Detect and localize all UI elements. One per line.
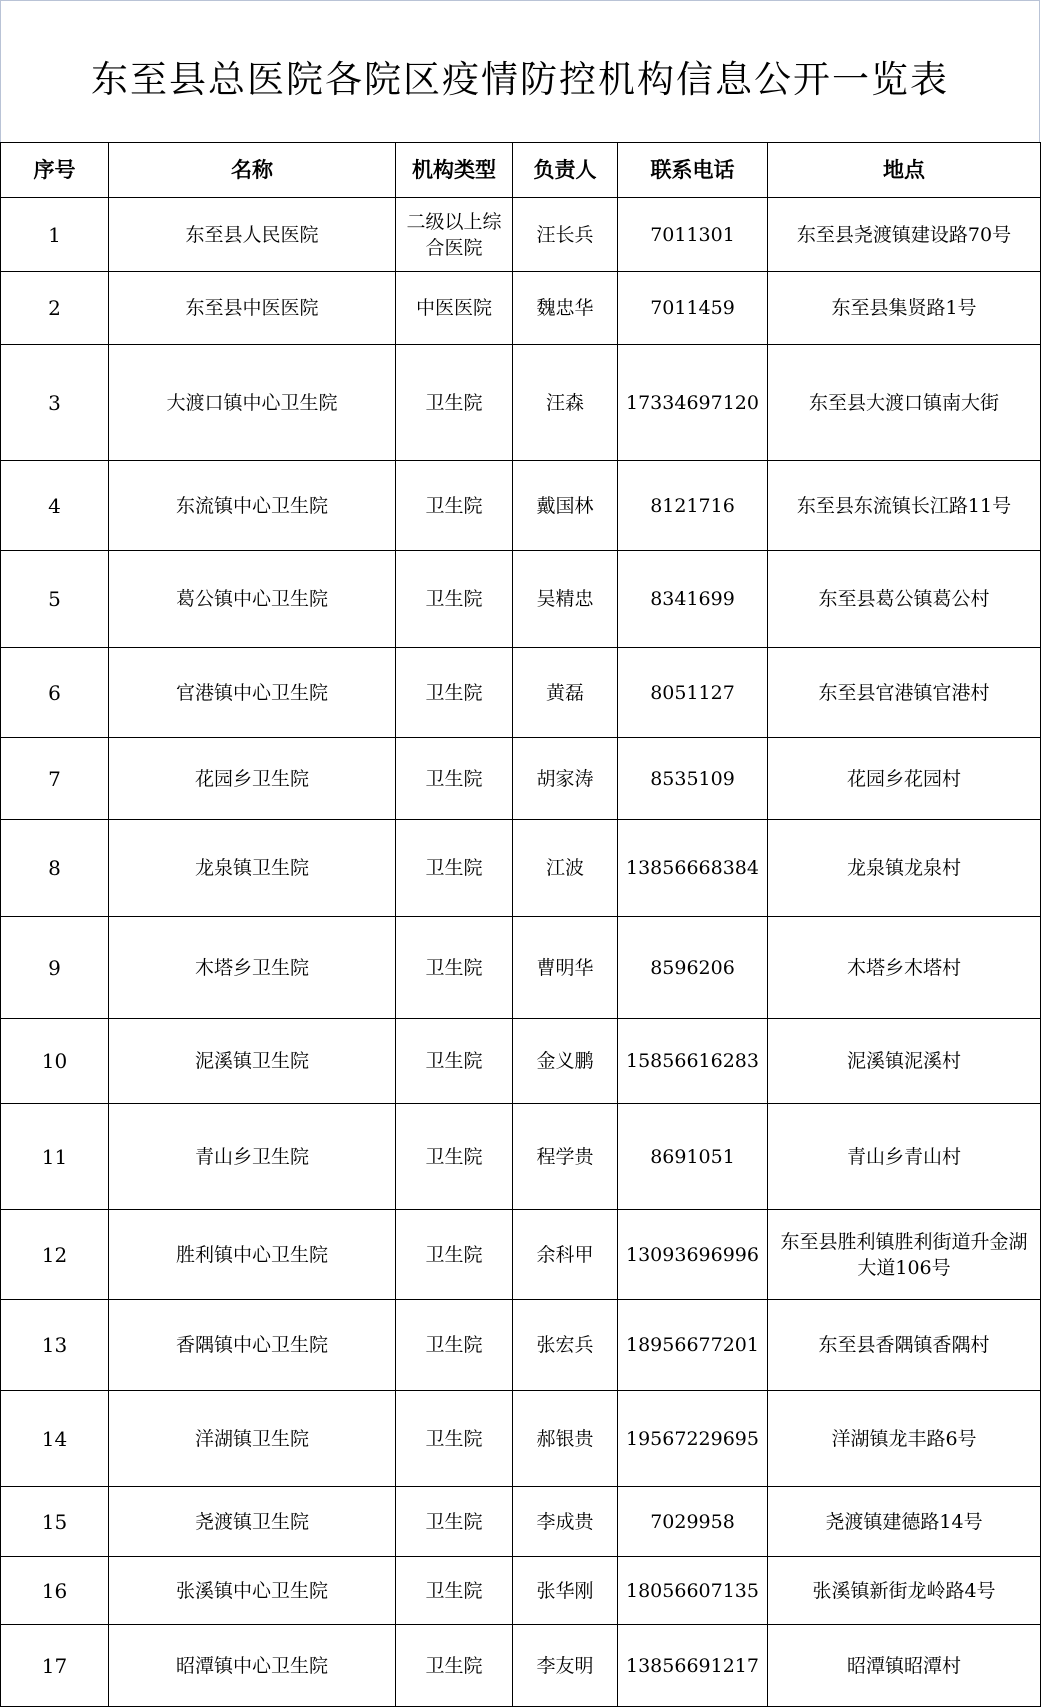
cell-no: 10 (1, 1019, 109, 1104)
cell-address: 泥溪镇泥溪村 (768, 1019, 1041, 1104)
cell-phone: 13093696996 (618, 1210, 768, 1300)
column-header-no: 序号 (1, 143, 109, 198)
column-header-address: 地点 (768, 143, 1041, 198)
cell-address: 东至县香隅镇香隅村 (768, 1300, 1041, 1391)
cell-address: 东至县大渡口镇南大街 (768, 345, 1041, 461)
cell-name: 香隅镇中心卫生院 (109, 1300, 396, 1391)
cell-name: 昭潭镇中心卫生院 (109, 1625, 396, 1707)
table-row (1, 1625, 1041, 1707)
title-box (0, 0, 1040, 142)
cell-no: 1 (1, 198, 109, 272)
column-header-head: 负责人 (513, 143, 618, 198)
cell-type: 卫生院 (396, 738, 513, 820)
table-row (1, 1300, 1041, 1391)
cell-type: 卫生院 (396, 1300, 513, 1391)
institution-table (0, 142, 1041, 1707)
column-header-name: 名称 (109, 143, 396, 198)
cell-phone: 7011301 (618, 198, 768, 272)
cell-no: 3 (1, 345, 109, 461)
cell-name: 官港镇中心卫生院 (109, 648, 396, 738)
cell-address: 昭潭镇昭潭村 (768, 1625, 1041, 1707)
table-row (1, 1019, 1041, 1104)
table-row (1, 917, 1041, 1019)
cell-address: 青山乡青山村 (768, 1104, 1041, 1210)
cell-type: 中医医院 (396, 272, 513, 345)
cell-type: 卫生院 (396, 1557, 513, 1625)
cell-phone: 18056607135 (618, 1557, 768, 1625)
cell-no: 6 (1, 648, 109, 738)
cell-phone: 13856668384 (618, 820, 768, 917)
cell-no: 5 (1, 551, 109, 648)
cell-head: 程学贵 (513, 1104, 618, 1210)
cell-no: 17 (1, 1625, 109, 1707)
cell-phone: 13856691217 (618, 1625, 768, 1707)
cell-type: 卫生院 (396, 461, 513, 551)
cell-head: 戴国林 (513, 461, 618, 551)
cell-phone: 7029958 (618, 1487, 768, 1557)
cell-head: 张宏兵 (513, 1300, 618, 1391)
cell-name: 胜利镇中心卫生院 (109, 1210, 396, 1300)
cell-type: 卫生院 (396, 1104, 513, 1210)
cell-name: 木塔乡卫生院 (109, 917, 396, 1019)
cell-address: 东至县官港镇官港村 (768, 648, 1041, 738)
table-row (1, 1104, 1041, 1210)
cell-head: 汪长兵 (513, 198, 618, 272)
column-header-type: 机构类型 (396, 143, 513, 198)
cell-phone: 8121716 (618, 461, 768, 551)
cell-name: 尧渡镇卫生院 (109, 1487, 396, 1557)
table-row (1, 738, 1041, 820)
table-row (1, 461, 1041, 551)
cell-name: 葛公镇中心卫生院 (109, 551, 396, 648)
cell-head: 李友明 (513, 1625, 618, 1707)
cell-type: 二级以上综合医院 (396, 198, 513, 272)
table-row (1, 1391, 1041, 1487)
table-row (1, 551, 1041, 648)
cell-head: 黄磊 (513, 648, 618, 738)
cell-type: 卫生院 (396, 345, 513, 461)
cell-name: 东流镇中心卫生院 (109, 461, 396, 551)
cell-head: 胡家涛 (513, 738, 618, 820)
cell-type: 卫生院 (396, 820, 513, 917)
cell-head: 张华刚 (513, 1557, 618, 1625)
cell-name: 洋湖镇卫生院 (109, 1391, 396, 1487)
cell-phone: 8051127 (618, 648, 768, 738)
table-body (1, 198, 1041, 1707)
cell-phone: 15856616283 (618, 1019, 768, 1104)
cell-name: 青山乡卫生院 (109, 1104, 396, 1210)
table-header-row (1, 143, 1041, 198)
cell-address: 东至县东流镇长江路11号 (768, 461, 1041, 551)
cell-type: 卫生院 (396, 551, 513, 648)
cell-no: 15 (1, 1487, 109, 1557)
cell-address: 龙泉镇龙泉村 (768, 820, 1041, 917)
cell-head: 汪森 (513, 345, 618, 461)
cell-no: 8 (1, 820, 109, 917)
cell-name: 泥溪镇卫生院 (109, 1019, 396, 1104)
cell-head: 李成贵 (513, 1487, 618, 1557)
cell-name: 大渡口镇中心卫生院 (109, 345, 396, 461)
cell-address: 张溪镇新街龙岭路4号 (768, 1557, 1041, 1625)
cell-no: 4 (1, 461, 109, 551)
table-row (1, 1210, 1041, 1300)
cell-name: 花园乡卫生院 (109, 738, 396, 820)
cell-head: 余科甲 (513, 1210, 618, 1300)
cell-name: 张溪镇中心卫生院 (109, 1557, 396, 1625)
cell-name: 东至县人民医院 (109, 198, 396, 272)
table-row (1, 345, 1041, 461)
cell-type: 卫生院 (396, 917, 513, 1019)
cell-address: 东至县尧渡镇建设路70号 (768, 198, 1041, 272)
cell-address: 花园乡花园村 (768, 738, 1041, 820)
cell-type: 卫生院 (396, 1625, 513, 1707)
cell-name: 龙泉镇卫生院 (109, 820, 396, 917)
cell-address: 尧渡镇建德路14号 (768, 1487, 1041, 1557)
cell-head: 郝银贵 (513, 1391, 618, 1487)
cell-no: 9 (1, 917, 109, 1019)
cell-address: 木塔乡木塔村 (768, 917, 1041, 1019)
cell-no: 2 (1, 272, 109, 345)
cell-no: 16 (1, 1557, 109, 1625)
cell-phone: 17334697120 (618, 345, 768, 461)
cell-head: 曹明华 (513, 917, 618, 1019)
cell-phone: 19567229695 (618, 1391, 768, 1487)
cell-type: 卫生院 (396, 648, 513, 738)
cell-address: 洋湖镇龙丰路6号 (768, 1391, 1041, 1487)
cell-type: 卫生院 (396, 1019, 513, 1104)
cell-type: 卫生院 (396, 1210, 513, 1300)
page-title: 东至县总医院各院区疫情防控机构信息公开一览表 (91, 57, 949, 101)
cell-type: 卫生院 (396, 1391, 513, 1487)
cell-name: 东至县中医医院 (109, 272, 396, 345)
cell-address: 东至县胜利镇胜利街道升金湖大道106号 (768, 1210, 1041, 1300)
cell-address: 东至县葛公镇葛公村 (768, 551, 1041, 648)
cell-no: 11 (1, 1104, 109, 1210)
cell-head: 吴精忠 (513, 551, 618, 648)
cell-head: 金义鹏 (513, 1019, 618, 1104)
cell-phone: 8535109 (618, 738, 768, 820)
cell-phone: 8691051 (618, 1104, 768, 1210)
table-row (1, 648, 1041, 738)
cell-phone: 8341699 (618, 551, 768, 648)
table-row (1, 820, 1041, 917)
table-row (1, 1557, 1041, 1625)
cell-phone: 8596206 (618, 917, 768, 1019)
cell-no: 7 (1, 738, 109, 820)
column-header-phone: 联系电话 (618, 143, 768, 198)
table-row (1, 198, 1041, 272)
cell-no: 13 (1, 1300, 109, 1391)
cell-phone: 7011459 (618, 272, 768, 345)
cell-phone: 18956677201 (618, 1300, 768, 1391)
cell-no: 12 (1, 1210, 109, 1300)
cell-type: 卫生院 (396, 1487, 513, 1557)
table-row (1, 1487, 1041, 1557)
cell-head: 江波 (513, 820, 618, 917)
cell-address: 东至县集贤路1号 (768, 272, 1041, 345)
table-row (1, 272, 1041, 345)
cell-no: 14 (1, 1391, 109, 1487)
cell-head: 魏忠华 (513, 272, 618, 345)
